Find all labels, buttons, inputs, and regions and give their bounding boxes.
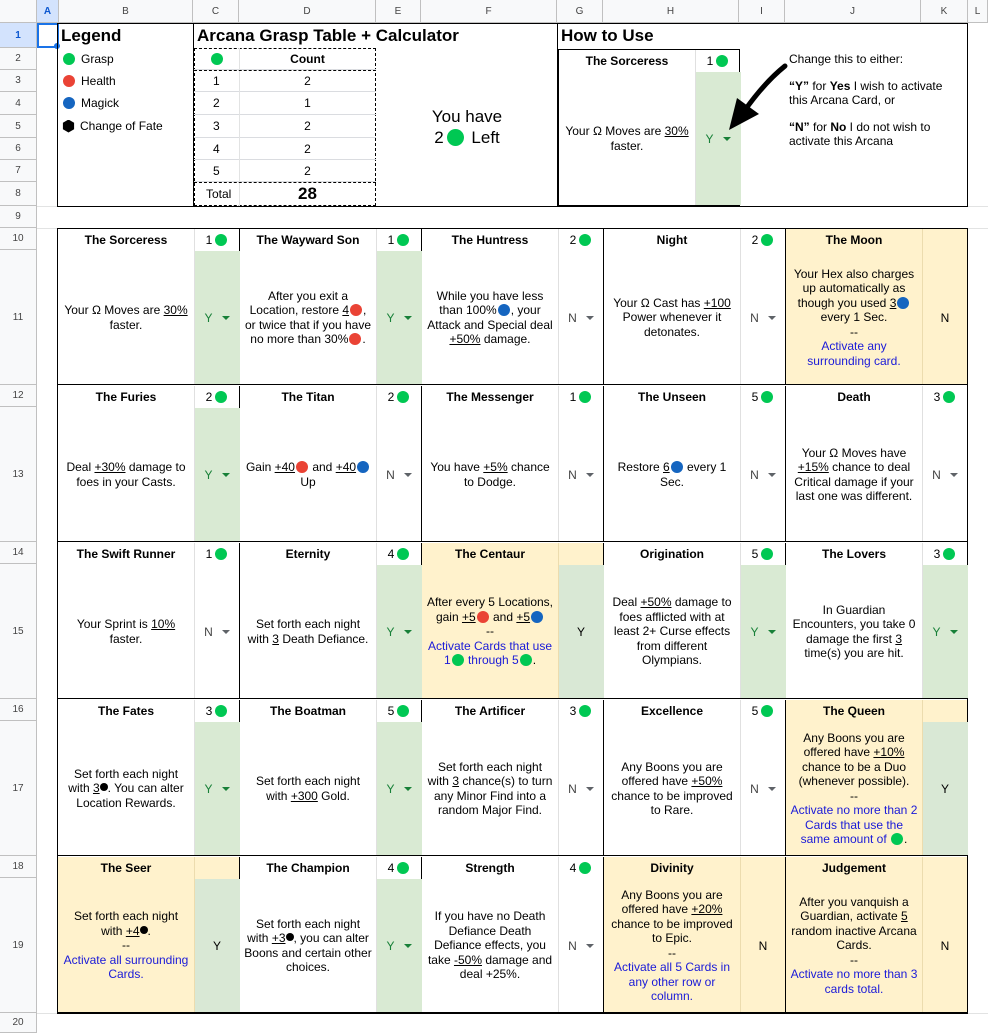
chevron-down-icon bbox=[404, 473, 412, 477]
count-cell[interactable]: 2 bbox=[239, 115, 376, 138]
card-description: Set forth each night with +3 , you can alter Boons and certain other choices. bbox=[244, 916, 372, 974]
card-title: The Boatman bbox=[269, 704, 346, 718]
arcana-card bbox=[58, 700, 240, 856]
chevron-down-icon bbox=[768, 787, 776, 791]
chevron-down-icon bbox=[950, 630, 958, 634]
cost-cell[interactable]: 4 bbox=[194, 138, 239, 160]
magick-icon bbox=[498, 304, 510, 316]
card-description: Set forth each night with +300 Gold. bbox=[255, 774, 361, 803]
grasp-icon bbox=[579, 391, 591, 403]
card-cost bbox=[922, 700, 968, 722]
activate-dropdown[interactable]: Y bbox=[922, 722, 968, 855]
card-title: The Lovers bbox=[821, 547, 887, 561]
total-value[interactable]: 28 bbox=[298, 184, 317, 203]
card-description: Your Ω Moves are 30% faster. bbox=[64, 303, 188, 332]
card-cost: 5 bbox=[740, 700, 786, 722]
card-title: The Centaur bbox=[454, 547, 525, 561]
note-for-2: for bbox=[809, 119, 831, 134]
chevron-down-icon bbox=[222, 787, 230, 791]
card-description: Your Hex also charges up automatically as though you used 3 every 1 Sec. -- Activate any surrounding card. bbox=[793, 266, 915, 368]
arcana-card bbox=[58, 543, 240, 699]
cost-cell[interactable]: 3 bbox=[194, 115, 239, 138]
row-header-11[interactable]: 11 bbox=[0, 250, 37, 385]
card-cost: 2 bbox=[376, 386, 422, 408]
select-all-corner[interactable] bbox=[0, 0, 37, 23]
count-header[interactable]: Count bbox=[239, 48, 376, 70]
card-title: The Huntress bbox=[451, 233, 529, 247]
card-cost: 5 bbox=[740, 386, 786, 408]
card-description: After you vanquish a Guardian, activate 5 random inactive Arcana Cards. -- Activate no more than 3 cards total. bbox=[790, 894, 918, 996]
health-icon bbox=[477, 611, 489, 623]
row-header-6[interactable]: 6 bbox=[0, 138, 37, 160]
card-description: Set forth each night with 3 . You can alter Location Rewards. bbox=[68, 766, 184, 810]
chevron-down-icon bbox=[404, 787, 412, 791]
card-cost bbox=[740, 857, 786, 879]
card-description: Deal +50% damage to foes afflicted with at least 2+ Curse effects from different Olympians. bbox=[612, 595, 732, 668]
arcana-card bbox=[786, 543, 968, 699]
card-title: The Sorceress bbox=[84, 233, 168, 247]
column-header-b[interactable]: B bbox=[59, 0, 193, 23]
grasp-icon bbox=[397, 391, 409, 403]
row-header-7[interactable]: 7 bbox=[0, 160, 37, 182]
activate-dropdown[interactable]: Y bbox=[194, 408, 240, 541]
column-header-g[interactable]: G bbox=[557, 0, 603, 23]
cost-cell[interactable]: 1 bbox=[194, 70, 239, 92]
example-card bbox=[558, 49, 740, 206]
card-description: Any Boons you are offered have +10% chance to be a Duo (whenever possible). -- Activate no more than 2 Cards that use the same amount of . bbox=[790, 730, 918, 846]
card-title: Death bbox=[837, 390, 871, 404]
activate-dropdown[interactable]: Y bbox=[376, 565, 422, 698]
card-cost: 5 bbox=[740, 543, 786, 565]
activate-dropdown[interactable]: N bbox=[922, 408, 968, 541]
card-description: Your Ω Cast has +100 Power whenever it detonates. bbox=[613, 295, 731, 339]
count-cell[interactable]: 2 bbox=[239, 160, 376, 182]
card-cost: 4 bbox=[376, 857, 422, 879]
how-title: How to Use bbox=[561, 26, 654, 45]
change-of-fate-icon bbox=[100, 783, 108, 791]
card-cost: 2 bbox=[194, 386, 240, 408]
activate-dropdown[interactable]: Y bbox=[558, 565, 604, 698]
row-header-5[interactable]: 5 bbox=[0, 115, 37, 138]
card-cost: 1 bbox=[558, 386, 604, 408]
row-header-19[interactable]: 19 bbox=[0, 878, 37, 1013]
red-dot-icon bbox=[63, 75, 75, 87]
row-header-9[interactable]: 9 bbox=[0, 206, 37, 228]
left-value: 2 bbox=[434, 128, 444, 147]
card-description: Set forth each night with +4 . -- Activate all surrounding Cards. bbox=[63, 909, 189, 982]
arcana-card bbox=[604, 857, 786, 1013]
magick-icon bbox=[357, 461, 369, 473]
chevron-down-icon bbox=[586, 316, 594, 320]
card-cost bbox=[922, 229, 968, 251]
column-header-e[interactable]: E bbox=[376, 0, 421, 23]
grasp-icon bbox=[211, 53, 223, 65]
chevron-down-icon bbox=[222, 630, 230, 634]
grasp-icon bbox=[215, 705, 227, 717]
legend-label: Grasp bbox=[81, 52, 114, 66]
card-description: In Guardian Encounters, you take 0 damage the first 3 time(s) you are hit. bbox=[792, 602, 916, 660]
arcana-card bbox=[240, 386, 422, 542]
card-cost: 3 bbox=[922, 386, 968, 408]
card-title: Divinity bbox=[650, 861, 694, 875]
card-cost bbox=[922, 857, 968, 879]
arcana-card bbox=[786, 857, 968, 1013]
activate-dropdown[interactable]: Y bbox=[194, 879, 240, 1012]
row-header-13[interactable]: 13 bbox=[0, 407, 37, 542]
card-cost: 5 bbox=[376, 700, 422, 722]
card-title: Night bbox=[656, 233, 688, 247]
you-have-label: You have bbox=[431, 107, 503, 126]
note-for: for bbox=[809, 78, 830, 93]
activate-dropdown[interactable]: Y bbox=[194, 722, 240, 855]
grasp-icon bbox=[579, 705, 591, 717]
chevron-down-icon bbox=[586, 787, 594, 791]
activate-dropdown[interactable]: Y bbox=[376, 251, 422, 384]
arcana-card bbox=[240, 700, 422, 856]
note-no: No bbox=[830, 119, 847, 134]
grasp-icon bbox=[520, 654, 532, 666]
card-description: Set forth each night with 3 Death Defiance. bbox=[247, 617, 369, 646]
legend-label: Health bbox=[81, 74, 116, 88]
activate-dropdown[interactable]: Y bbox=[740, 565, 786, 698]
card-description: Your Ω Moves have +15% chance to deal Critical damage if your last one was different. bbox=[794, 445, 914, 503]
card-title: The Moon bbox=[825, 233, 883, 247]
count-cell[interactable]: 2 bbox=[239, 138, 376, 160]
card-title: The Unseen bbox=[637, 390, 706, 404]
card-title: The Wayward Son bbox=[256, 233, 360, 247]
count-header-grasp[interactable] bbox=[194, 48, 239, 70]
legend-label: Magick bbox=[81, 96, 120, 110]
card-description: Deal +30% damage to foes in your Casts. bbox=[66, 460, 186, 489]
row-header-15[interactable]: 15 bbox=[0, 564, 37, 699]
arcana-card bbox=[422, 700, 604, 856]
column-header-a[interactable]: A bbox=[37, 0, 59, 23]
note-no-rest: I do not wish to activate this Arcana bbox=[789, 119, 931, 148]
arcana-card bbox=[422, 857, 604, 1013]
arcana-card bbox=[604, 700, 786, 856]
chevron-down-icon bbox=[404, 630, 412, 634]
card-description: Set forth each night with 3 chance(s) to turn any Minor Find into a random Major Find. bbox=[427, 759, 553, 817]
grasp-icon bbox=[215, 234, 227, 246]
column-header-k[interactable]: K bbox=[921, 0, 968, 23]
card-title: Excellence bbox=[640, 704, 704, 718]
arcana-card bbox=[786, 229, 968, 385]
chevron-down-icon bbox=[222, 316, 230, 320]
row-header-20[interactable]: 20 bbox=[0, 1013, 37, 1033]
calc-title: Arcana Grasp Table + Calculator bbox=[197, 26, 459, 45]
arcana-card bbox=[422, 543, 604, 699]
chevron-down-icon bbox=[950, 473, 958, 477]
grasp-icon bbox=[891, 833, 903, 845]
activate-dropdown[interactable]: Y bbox=[376, 722, 422, 855]
arcana-card bbox=[240, 857, 422, 1013]
health-icon bbox=[350, 304, 362, 316]
arcana-card bbox=[240, 543, 422, 699]
chevron-down-icon bbox=[586, 473, 594, 477]
grasp-icon bbox=[943, 391, 955, 403]
arcana-card bbox=[58, 229, 240, 385]
arcana-card bbox=[58, 386, 240, 542]
card-description: If you have no Death Defiance Death Defiance effects, you take -50% damage and deal +25%. bbox=[427, 909, 553, 982]
row-header-16[interactable]: 16 bbox=[0, 699, 37, 721]
arcana-card bbox=[604, 229, 786, 385]
chevron-down-icon bbox=[404, 316, 412, 320]
activate-dropdown[interactable]: N bbox=[558, 251, 604, 384]
card-description: Your Sprint is 10% faster. bbox=[76, 617, 176, 646]
card-cost: 1 bbox=[695, 50, 741, 72]
card-cost: 4 bbox=[376, 543, 422, 565]
grasp-icon bbox=[579, 862, 591, 874]
grasp-icon bbox=[397, 234, 409, 246]
card-description: Any Boons you are offered have +20% chance to be improved to Epic. -- Activate all 5 Cards in any other row or column. bbox=[611, 887, 733, 1003]
grasp-icon bbox=[397, 705, 409, 717]
activate-dropdown[interactable]: N bbox=[740, 722, 786, 855]
grasp-icon bbox=[452, 654, 464, 666]
card-description: After you exit a Location, restore 4 , or twice that if you have no more than 30% . bbox=[244, 288, 372, 346]
black-hexagon-icon bbox=[62, 120, 75, 133]
activate-dropdown[interactable]: Y bbox=[194, 251, 240, 384]
grasp-icon bbox=[761, 548, 773, 560]
magick-icon bbox=[897, 297, 909, 309]
row-header-1[interactable]: 1 bbox=[0, 23, 37, 48]
card-description: After every 5 Locations, gain +5 and +5 -- Activate Cards that use 1 through 5 . bbox=[426, 595, 554, 668]
blue-dot-icon bbox=[63, 97, 75, 109]
card-title: The Champion bbox=[266, 861, 350, 875]
count-cell[interactable]: 2 bbox=[239, 70, 376, 92]
note-yes: Yes bbox=[829, 78, 851, 93]
note-yes-rest: I wish to activate this Arcana Card, or bbox=[789, 78, 943, 107]
activate-dropdown[interactable]: N bbox=[558, 722, 604, 855]
activate-dropdown[interactable]: N bbox=[194, 565, 240, 698]
column-header-c[interactable]: C bbox=[193, 0, 239, 23]
chevron-down-icon bbox=[768, 473, 776, 477]
row-header-17[interactable]: 17 bbox=[0, 721, 37, 856]
activate-dropdown[interactable]: N bbox=[758, 938, 768, 953]
cost-cell[interactable]: 5 bbox=[194, 160, 239, 182]
card-cost bbox=[194, 857, 240, 879]
change-of-fate-icon bbox=[140, 926, 148, 934]
card-title: The Artificer bbox=[454, 704, 526, 718]
legend-item-2 bbox=[62, 96, 119, 110]
card-title: Strength bbox=[465, 861, 515, 875]
card-title: Judgement bbox=[821, 861, 886, 875]
grasp-icon bbox=[761, 705, 773, 717]
arcana-card bbox=[422, 229, 604, 385]
activate-dropdown[interactable]: N bbox=[376, 408, 422, 541]
card-title: The Sorceress bbox=[585, 54, 669, 68]
magick-icon bbox=[531, 611, 543, 623]
activate-dropdown[interactable]: N bbox=[940, 310, 950, 325]
card-cost: 1 bbox=[194, 229, 240, 251]
grasp-icon bbox=[447, 129, 464, 146]
row-header-18[interactable]: 18 bbox=[0, 856, 37, 878]
activate-dropdown[interactable]: N bbox=[558, 879, 604, 1012]
card-title: The Messenger bbox=[446, 390, 534, 404]
green-dot-icon bbox=[63, 53, 75, 65]
row-header-14[interactable]: 14 bbox=[0, 542, 37, 564]
arcana-card bbox=[422, 386, 604, 542]
card-cost: 3 bbox=[922, 543, 968, 565]
grasp-icon bbox=[579, 234, 591, 246]
count-cell[interactable]: 1 bbox=[239, 92, 376, 115]
arcana-card bbox=[58, 857, 240, 1013]
activate-dropdown[interactable]: Y bbox=[922, 565, 968, 698]
arcana-card bbox=[786, 700, 968, 856]
chevron-down-icon bbox=[768, 630, 776, 634]
grasp-icon bbox=[215, 548, 227, 560]
row-header-12[interactable]: 12 bbox=[0, 385, 37, 407]
health-icon bbox=[349, 333, 361, 345]
card-title: The Fates bbox=[97, 704, 154, 718]
column-header-i[interactable]: I bbox=[739, 0, 785, 23]
left-label: Left bbox=[471, 128, 500, 147]
how-to-note bbox=[789, 52, 964, 149]
column-header-l[interactable]: L bbox=[968, 0, 988, 23]
note-n: “N” bbox=[789, 119, 810, 134]
arcana-card bbox=[786, 386, 968, 542]
card-cost: 2 bbox=[740, 229, 786, 251]
card-title: The Titan bbox=[281, 390, 335, 404]
column-header-f[interactable]: F bbox=[421, 0, 557, 23]
grasp-icon bbox=[397, 548, 409, 560]
card-cost: 4 bbox=[558, 857, 604, 879]
grasp-icon bbox=[397, 862, 409, 874]
row-header-2[interactable]: 2 bbox=[0, 48, 37, 70]
legend-item-3 bbox=[62, 119, 163, 133]
arrow-icon bbox=[715, 62, 795, 142]
card-description: Your Ω Moves are 30% faster. bbox=[565, 124, 689, 153]
grasp-icon bbox=[215, 391, 227, 403]
card-title: The Furies bbox=[95, 390, 157, 404]
row-header-8[interactable]: 8 bbox=[0, 182, 37, 206]
arcana-card bbox=[604, 543, 786, 699]
magick-icon bbox=[671, 461, 683, 473]
chevron-down-icon bbox=[222, 473, 230, 477]
card-cost: 1 bbox=[194, 543, 240, 565]
card-description: You have +5% chance to Dodge. bbox=[430, 460, 550, 489]
card-description: Gain +40 and +40 Up bbox=[240, 408, 376, 541]
card-cost: 2 bbox=[558, 229, 604, 251]
grasp-remaining bbox=[376, 106, 558, 148]
grasp-icon bbox=[943, 548, 955, 560]
note-line-1: Change this to either: bbox=[789, 52, 904, 66]
activate-dropdown[interactable]: Y bbox=[376, 879, 422, 1012]
total-label[interactable]: Total bbox=[206, 187, 232, 201]
arcana-card bbox=[604, 386, 786, 542]
legend-title: Legend bbox=[61, 26, 122, 45]
note-y: “Y” bbox=[789, 78, 810, 93]
chevron-down-icon bbox=[404, 944, 412, 948]
column-header-h[interactable]: H bbox=[603, 0, 739, 23]
activate-dropdown[interactable]: N bbox=[740, 408, 786, 541]
arcana-card bbox=[240, 229, 422, 385]
card-cost: 3 bbox=[194, 700, 240, 722]
activate-dropdown[interactable]: N bbox=[558, 408, 604, 541]
row-header-3[interactable]: 3 bbox=[0, 70, 37, 92]
column-header-d[interactable]: D bbox=[239, 0, 376, 23]
card-description: Any Boons you are offered have +50% chance to be improved to Rare. bbox=[611, 759, 733, 817]
chevron-down-icon bbox=[586, 944, 594, 948]
row-header-4[interactable]: 4 bbox=[0, 92, 37, 115]
activate-dropdown[interactable]: N bbox=[940, 938, 950, 953]
change-of-fate-icon bbox=[286, 933, 294, 941]
legend-item-1 bbox=[62, 74, 116, 88]
card-title: Eternity bbox=[285, 547, 331, 561]
column-header-j[interactable]: J bbox=[785, 0, 921, 23]
legend-label: Change of Fate bbox=[80, 119, 163, 133]
chevron-down-icon bbox=[768, 316, 776, 320]
health-icon bbox=[296, 461, 308, 473]
card-cost: 1 bbox=[376, 229, 422, 251]
card-title: The Seer bbox=[100, 861, 152, 875]
grasp-icon bbox=[761, 234, 773, 246]
card-description: While you have less than 100% , your Attack and Special deal +50% damage. bbox=[427, 288, 553, 346]
row-header-10[interactable]: 10 bbox=[0, 228, 37, 250]
grasp-icon bbox=[761, 391, 773, 403]
card-title: Origination bbox=[640, 547, 704, 561]
cost-cell[interactable]: 2 bbox=[194, 92, 239, 115]
card-title: The Swift Runner bbox=[76, 547, 176, 561]
card-description: Restore 6 every 1 Sec. bbox=[617, 460, 727, 489]
card-cost: 3 bbox=[558, 700, 604, 722]
activate-dropdown[interactable]: N bbox=[740, 251, 786, 384]
activate-dropdown[interactable]: Y bbox=[695, 72, 741, 205]
legend-item-0 bbox=[62, 52, 114, 66]
card-title: The Queen bbox=[822, 704, 885, 718]
card-cost bbox=[558, 543, 604, 565]
